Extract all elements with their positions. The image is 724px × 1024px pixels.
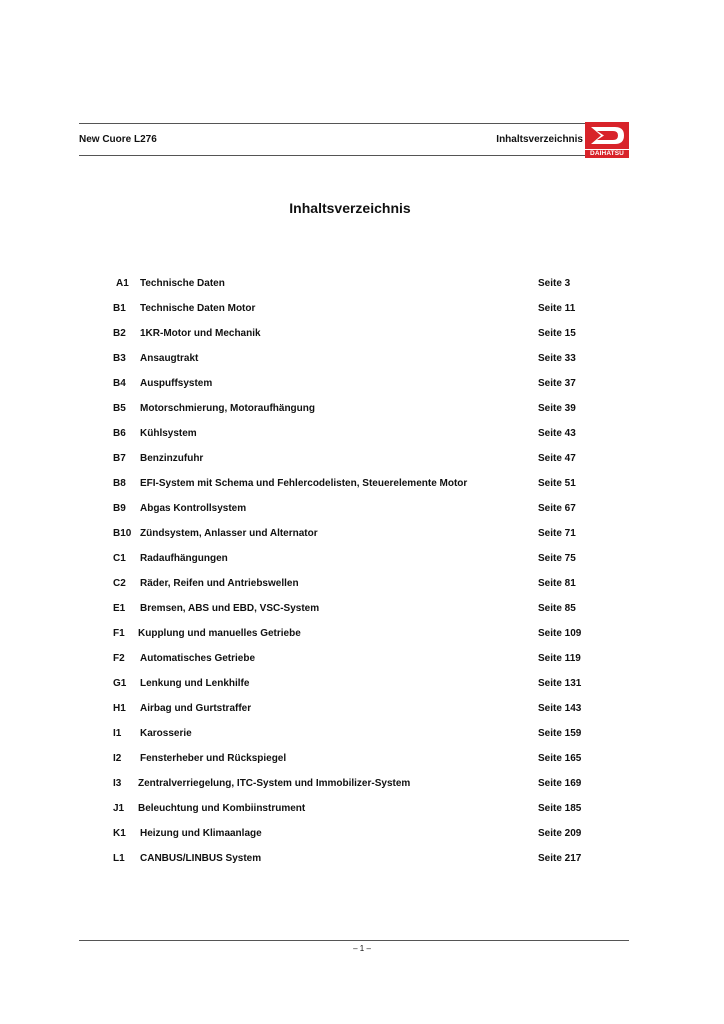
toc-row: [0, 801, 724, 817]
toc-page: Seite 33: [538, 353, 576, 364]
toc-page: Seite 85: [538, 603, 576, 614]
toc-row: [0, 276, 724, 292]
toc-page: Seite 15: [538, 328, 576, 339]
toc-row: [0, 776, 724, 792]
toc-label: Kühlsystem: [140, 428, 197, 439]
toc-code: C1: [113, 553, 126, 564]
toc-page: Seite 185: [538, 803, 582, 814]
toc-label: Technische Daten Motor: [140, 303, 256, 314]
toc-code: B5: [113, 403, 126, 414]
toc-label: EFI-System mit Schema und Fehlercodelisten, Steuerelemente Motor: [140, 478, 468, 489]
toc-page: Seite 39: [538, 403, 576, 414]
toc-code: H1: [113, 703, 126, 714]
daihatsu-logo-text: DAIHATSU: [585, 150, 629, 158]
toc-page: Seite 75: [538, 553, 576, 564]
header-section: Inhaltsverzeichnis: [496, 134, 583, 145]
toc-label: Motorschmierung, Motoraufhängung: [140, 403, 315, 414]
toc-row: [0, 701, 724, 717]
toc-label: Ansaugtrakt: [140, 353, 199, 364]
toc-code: K1: [113, 828, 126, 839]
toc-code: E1: [113, 603, 126, 614]
toc-row: [0, 576, 724, 592]
toc-page: Seite 71: [538, 528, 576, 539]
toc-code: C2: [113, 578, 126, 589]
toc-code: F1: [113, 628, 125, 639]
toc-page: Seite 109: [538, 628, 582, 639]
toc-code: B8: [113, 478, 126, 489]
toc-row: [0, 351, 724, 367]
toc-label: Karosserie: [140, 728, 192, 739]
toc-label: Räder, Reifen und Antriebswellen: [140, 578, 299, 589]
toc-page: Seite 51: [538, 478, 576, 489]
toc-row: [0, 601, 724, 617]
toc-code: B4: [113, 378, 126, 389]
page-title: Inhaltsverzeichnis: [289, 200, 411, 216]
toc-row: [0, 826, 724, 842]
header-bottom-rule: [79, 155, 585, 156]
toc-row: [0, 451, 724, 467]
toc-label: 1KR-Motor und Mechanik: [140, 328, 261, 339]
toc-code: I1: [113, 728, 122, 739]
toc-row: [0, 326, 724, 342]
toc-row: [0, 526, 724, 542]
toc-row: [0, 751, 724, 767]
toc-label: Airbag und Gurtstraffer: [140, 703, 252, 714]
toc-page: Seite 67: [538, 503, 576, 514]
toc-page: Seite 81: [538, 578, 576, 589]
toc-label: Auspuffsystem: [140, 378, 213, 389]
toc-code: B1: [113, 303, 126, 314]
toc-row: [0, 426, 724, 442]
toc-label: Abgas Kontrollsystem: [140, 503, 247, 514]
toc-page: Seite 143: [538, 703, 582, 714]
toc-code: I3: [113, 778, 122, 789]
toc-row: [0, 401, 724, 417]
toc-label: Radaufhängungen: [140, 553, 228, 564]
toc-code: G1: [113, 678, 127, 689]
toc-code: F2: [113, 653, 125, 664]
header-top-rule: [79, 123, 629, 124]
toc-row: [0, 501, 724, 517]
toc-page: Seite 47: [538, 453, 576, 464]
toc-code: B7: [113, 453, 126, 464]
toc-page: Seite 37: [538, 378, 576, 389]
toc-page: Seite 3: [538, 278, 571, 289]
toc-row: [0, 551, 724, 567]
toc-code: B10: [113, 528, 132, 539]
toc-code: B6: [113, 428, 126, 439]
toc-label: CANBUS/LINBUS System: [140, 853, 262, 864]
toc-label: Lenkung und Lenkhilfe: [140, 678, 250, 689]
toc-label: Benzinzufuhr: [140, 453, 204, 464]
toc-row: [0, 851, 724, 867]
toc-label: Beleuchtung und Kombiinstrument: [138, 803, 306, 814]
toc-label: Bremsen, ABS und EBD, VSC-System: [140, 603, 320, 614]
toc-row: [0, 676, 724, 692]
toc-row: [0, 476, 724, 492]
toc-code: B2: [113, 328, 126, 339]
toc-page: Seite 159: [538, 728, 582, 739]
toc-label: Technische Daten: [140, 278, 225, 289]
toc-label: Kupplung und manuelles Getriebe: [138, 628, 301, 639]
toc-page: Seite 169: [538, 778, 582, 789]
toc-row: [0, 651, 724, 667]
toc-label: Automatisches Getriebe: [140, 653, 256, 664]
toc-page: Seite 217: [538, 853, 582, 864]
page-number: – 1 –: [353, 944, 371, 953]
toc-label: Heizung und Klimaanlage: [140, 828, 262, 839]
toc-row: [0, 726, 724, 742]
toc-page: Seite 43: [538, 428, 576, 439]
header-model: New Cuore L276: [79, 134, 157, 145]
toc-page: Seite 131: [538, 678, 582, 689]
toc-page: Seite 119: [538, 653, 581, 664]
toc-page: Seite 209: [538, 828, 582, 839]
toc-row: [0, 626, 724, 642]
toc-row: [0, 376, 724, 392]
toc-code: I2: [113, 753, 122, 764]
toc-code: A1: [116, 278, 129, 289]
toc-page: Seite 165: [538, 753, 582, 764]
toc-page: Seite 11: [538, 303, 576, 314]
toc-row: [0, 301, 724, 317]
toc-code: B3: [113, 353, 126, 364]
toc-label: Fensterheber und Rückspiegel: [140, 753, 287, 764]
toc-code: L1: [113, 853, 125, 864]
toc-code: J1: [113, 803, 125, 814]
toc-code: B9: [113, 503, 126, 514]
toc-label: Zündsystem, Anlasser und Alternator: [140, 528, 318, 539]
footer-rule: [79, 940, 629, 941]
toc-label: Zentralverriegelung, ITC-System und Immobilizer-System: [138, 778, 411, 789]
